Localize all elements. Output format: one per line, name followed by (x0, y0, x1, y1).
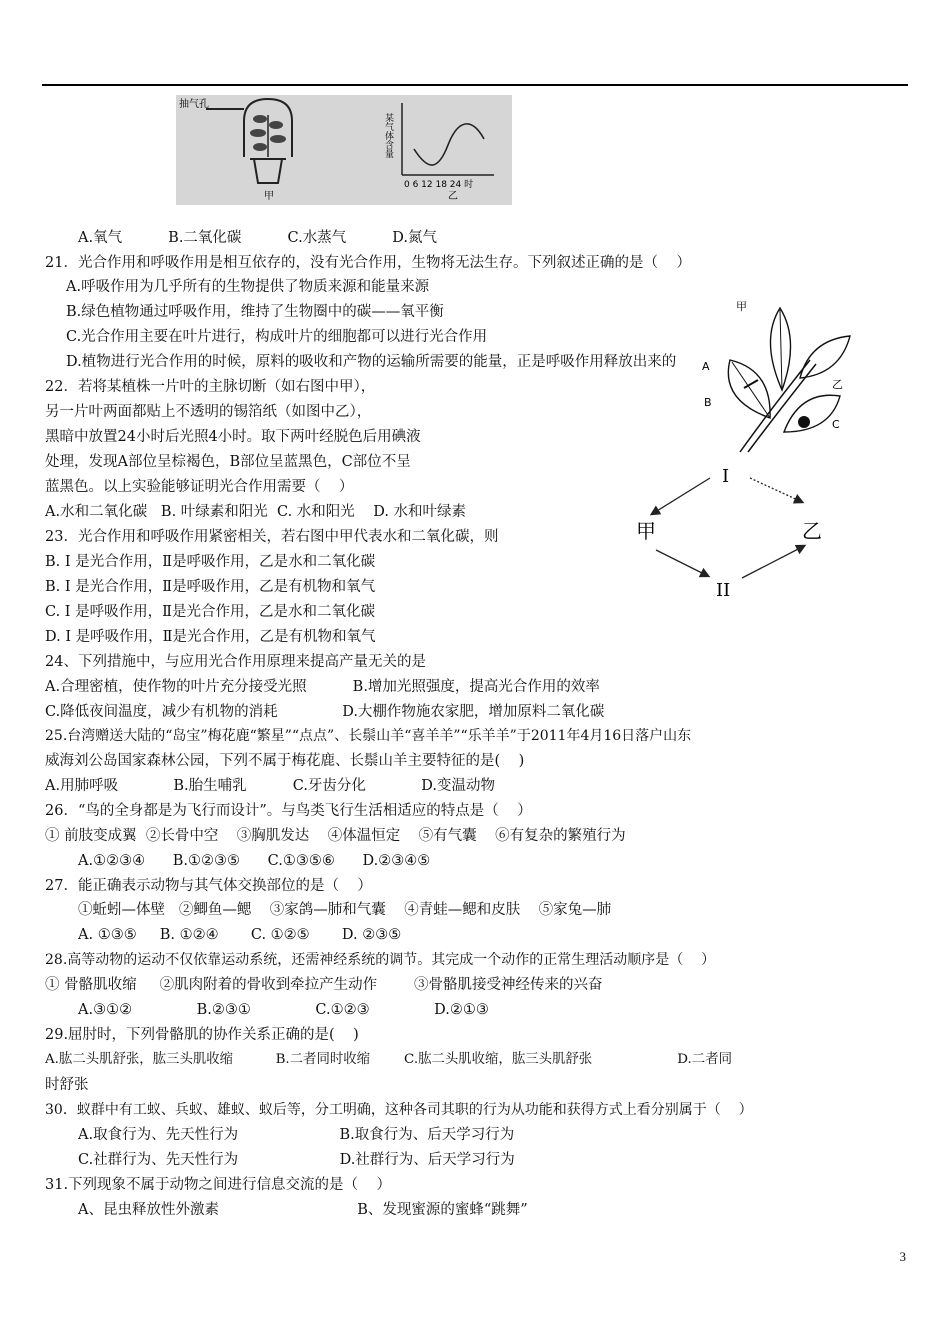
q26-items: ① 前肢变成翼 ②长骨中空 ③胸肌发达 ④体温恒定 ⑤有气囊 ⑥有复杂的繁殖行为 (45, 828, 626, 844)
arrow-i-to-jia (652, 478, 710, 514)
cycle-figure (630, 460, 870, 610)
q21-option-c: C.光合作用主要在叶片进行，构成叶片的细胞都可以进行光合作用 (66, 329, 488, 345)
q24-options-cd: C.降低夜间温度，减少有机物的消耗 D.大棚作物施农家肥，增加原料二氧化碳 (45, 704, 605, 720)
q21-stem: 21．光合作用和呼吸作用是相互依存的，没有光合作用，生物将无法生存。下列叙述正确的是（ ） (45, 255, 691, 271)
q27-items: ①蚯蚓—体壁 ②鲫鱼—鳃 ③家鸽—肺和气囊 ④青蛙—鳃和皮肤 ⑤家兔—肺 (78, 902, 612, 918)
cycle-label-yi: 乙 (802, 519, 822, 543)
q26-stem: 26．“鸟的全身都是为飞行而设计”。与鸟类飞行生活相适应的特点是（ ） (45, 803, 532, 819)
q29-options: A.肱二头肌舒张，肱三头肌收缩 B.二者同时收缩 C.肱二头肌收缩，肱三头肌舒张 D.二者同 (45, 1052, 732, 1067)
q22-stem-3: 黑暗中放置24小时后光照4小时。取下两叶经脱色后用碘液 (45, 429, 421, 445)
leaf-figure (700, 300, 860, 460)
q22-stem-2: 另一片叶两面都贴上不透明的锡箔纸（如图中乙）， (45, 404, 372, 420)
y-axis-label (383, 112, 394, 158)
q21-option-b: B.绿色植物通过呼吸作用，维持了生物圈中的碳——氧平衡 (66, 304, 444, 320)
leaf-label-c: C (832, 418, 840, 431)
q28-options: A.③①② B.②③① C.①②③ D.②①③ (78, 1002, 489, 1018)
leaf-label-b: B (704, 396, 712, 409)
q24-options-ab: A.合理密植，使作物的叶片充分接受光照 B.增加光照强度，提高光合作用的效率 (45, 679, 600, 695)
q23-option-c: C. Ⅰ 是呼吸作用，Ⅱ是光合作用，乙是水和二氧化碳 (45, 604, 375, 620)
q30-options-ab: A.取食行为、先天性行为 B.取食行为、后天学习行为 (78, 1127, 515, 1143)
q25-stem-1: 25.台湾赠送大陆的“岛宝”梅花鹿“繁星”“点点”、长鬃山羊“喜羊羊”“乐羊羊”于2011年4月16日落户山东 (45, 728, 692, 744)
leaf-label-a: A (702, 360, 710, 373)
q28-items: ① 骨骼肌收缩 ②肌肉附着的骨收到牵拉产生动作 ③骨骼肌接受神经传来的兴奋 (45, 977, 603, 993)
cycle-label-jia: 甲 (636, 519, 656, 543)
q22-stem-1: 22．若将某植株一片叶的主脉切断（如右图中甲）， (45, 379, 376, 395)
cycle-figure-svg (630, 460, 870, 610)
q23-option-d: D. Ⅰ 是呼吸作用，Ⅱ是光合作用，乙是有机物和氧气 (45, 629, 376, 645)
q21-option-a: A.呼吸作用为几乎所有的生物提供了物质来源和能量来源 (66, 279, 430, 295)
q28-stem: 28.高等动物的运动不仅依靠运动系统，还需神经系统的调节。其完成一个动作的正常生理活动顺序是（ ） (45, 952, 716, 968)
q23-stem: 23．光合作用和呼吸作用紧密相关，若右图中甲代表水和二氧化碳，则 (45, 529, 499, 545)
header-rule (42, 84, 908, 86)
q27-stem: 27．能正确表示动物与其气体交换部位的是（ ） (45, 878, 372, 894)
q21-option-d: D.植物进行光合作用的时候，原料的吸收和产物的运输所需要的能量，正是呼吸作用释放出来的 (66, 354, 677, 370)
foil-spot-c (798, 416, 810, 428)
q22-options: A.水和二氧化碳 B. 叶绿素和阳光 C. 水和阳光 D. 水和叶绿素 (45, 504, 467, 520)
q20-options: A.氧气 B.二氧化碳 C.水蒸气 D.氮气 (78, 230, 438, 246)
top-figure (176, 95, 512, 205)
cycle-label-i: I (722, 466, 730, 487)
q29-stem: 29.屈肘时，下列骨骼肌的协作关系正确的是( ) (45, 1027, 359, 1043)
arrow-jia-to-ii (656, 550, 708, 576)
leaf-label-yi: 乙 (832, 378, 843, 391)
q24-stem: 24、下列措施中，与应用光合作用原理来提高产量无关的是 (45, 654, 426, 670)
q30-options-cd: C.社群行为、先天性行为 D.社群行为、后天学习行为 (78, 1152, 515, 1168)
cycle-label-ii: II (716, 580, 731, 601)
pump-label: 抽气孔 (179, 99, 209, 110)
x-ticks: 0 6 12 18 24 时 (404, 180, 474, 190)
arrow-i-to-yi (750, 478, 802, 502)
leaf-figure-svg (700, 300, 860, 460)
top-figure-svg (176, 95, 512, 205)
jia-label: 甲 (264, 191, 274, 202)
q29-options-cont: 时舒张 (45, 1077, 89, 1093)
q22-stem-5: 蓝黑色。以上实验能够证明光合作用需要（ ） (45, 479, 354, 495)
q23-option-a: B. Ⅰ 是光合作用，Ⅱ是呼吸作用，乙是水和二氧化碳 (45, 554, 376, 570)
leaf-label-jia: 甲 (736, 300, 747, 313)
q25-stem-2: 威海刘公岛国家森林公园，下列不属于梅花鹿、长鬃山羊主要特征的是( ) (45, 753, 525, 769)
q31-options-ab: A、昆虫释放性外激素 B、发现蜜源的蜜蜂“跳舞” (78, 1202, 528, 1218)
q23-option-b: B. Ⅰ 是光合作用，Ⅱ是呼吸作用，乙是有机物和氧气 (45, 579, 376, 595)
arrow-ii-to-yi (742, 546, 804, 578)
yi-label: 乙 (448, 191, 458, 202)
page-number: 3 (899, 1249, 906, 1264)
q30-stem: 30．蚁群中有工蚁、兵蚁、雄蚁、蚁后等，分工明确，这种各司其职的行为从功能和获得方式上看分别属于（ ） (45, 1102, 753, 1118)
q26-options: A.①②③④ B.①②③⑤ C.①③⑤⑥ D.②③④⑤ (78, 853, 431, 869)
svg-text:某气体含量: 某气体含量 (383, 113, 393, 158)
q27-options: A. ①③⑤ B. ①②④ C. ①②⑤ D. ②③⑤ (78, 927, 402, 943)
q22-stem-4: 处理，发现A部位呈棕褐色，B部位呈蓝黑色，C部位不呈 (45, 454, 411, 470)
q31-stem: 31.下列现象不属于动物之间进行信息交流的是（ ） (45, 1177, 391, 1193)
q25-options: A.用肺呼吸 B.胎生哺乳 C.牙齿分化 D.变温动物 (45, 778, 495, 794)
